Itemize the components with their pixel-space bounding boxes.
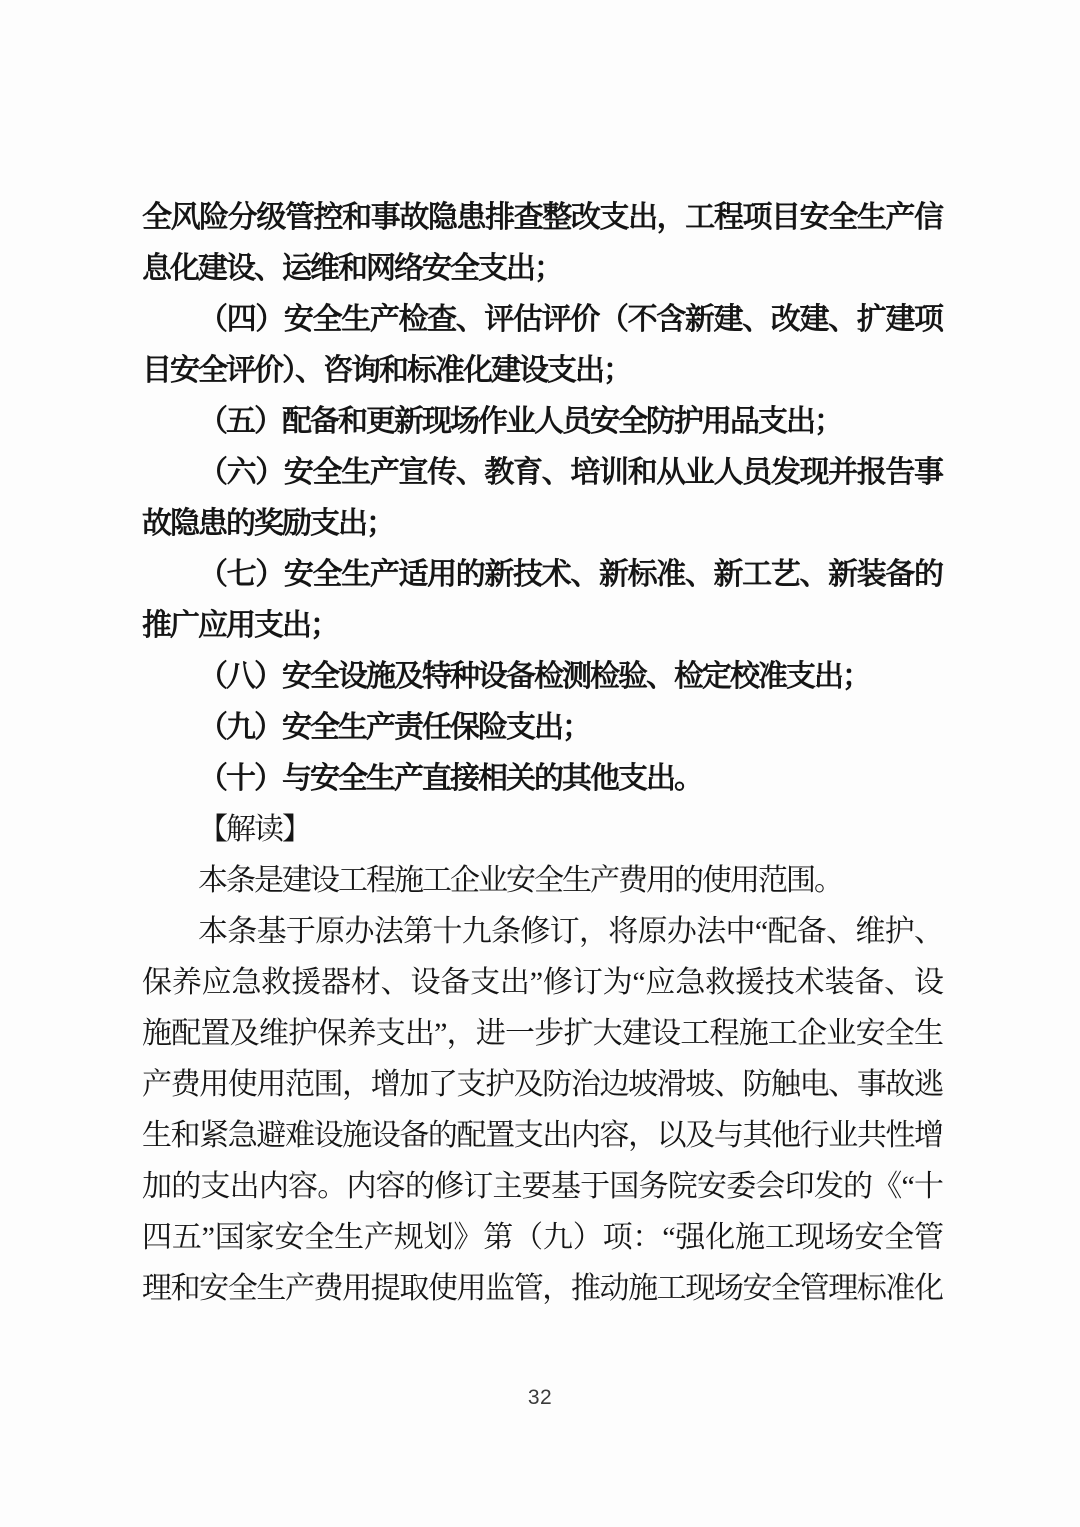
document-line: 全风险分级管控和事故隐患排查整改支出，工程项目安全生产信 [142,201,942,234]
document-line: 产费用使用范围，增加了支护及防治边坡滑坡、防触电、事故逃 [142,1068,942,1101]
document-line: 推广应用支出； [142,609,338,642]
document-line: （五）配备和更新现场作业人员安全防护用品支出； [198,405,842,438]
document-line: 四五”国家安全生产规划》第（九）项：“强化施工现场安全管 [142,1221,942,1254]
document-line: 加的支出内容。内容的修订主要基于国务院安委会印发的《“十 [142,1170,942,1203]
text-block [142,192,942,1314]
document-line: 施配置及维护保养支出”，进一步扩大建设工程施工企业安全生 [142,1017,942,1050]
document-line: （十）与安全生产直接相关的其他支出。 [198,762,702,795]
page-number: 32 [527,1386,553,1409]
document-line: （四）安全生产检查、评估评价（不含新建、改建、扩建项 [198,303,942,336]
document-line: （六）安全生产宣传、教育、培训和从业人员发现并报告事 [198,456,942,489]
document-line: （八）安全设施及特种设备检测检验、检定校准支出； [198,660,870,693]
document-line: 理和安全生产费用提取使用监管，推动施工现场安全管理标准化 [142,1272,942,1305]
document-line: 本条基于原办法第十九条修订，将原办法中“配备、维护、 [198,915,942,948]
document-line: 保养应急救援器材、设备支出”修订为“应急救援技术装备、设 [142,966,942,999]
document-line: 目安全评价）、咨询和标准化建设支出； [142,354,631,387]
document-line: 生和紧急避难设施设备的配置支出内容，以及与其他行业共性增 [142,1119,942,1152]
document-line: （九）安全生产责任保险支出； [198,711,590,744]
document-line: 息化建设、运维和网络安全支出； [142,252,562,285]
document-line: 故隐患的奖励支出； [142,507,394,540]
document-line: 【解读】 [198,813,310,846]
document-line: 本条是建设工程施工企业安全生产费用的使用范围。 [198,864,842,897]
document-line: （七）安全生产适用的新技术、新标准、新工艺、新装备的 [198,558,942,591]
